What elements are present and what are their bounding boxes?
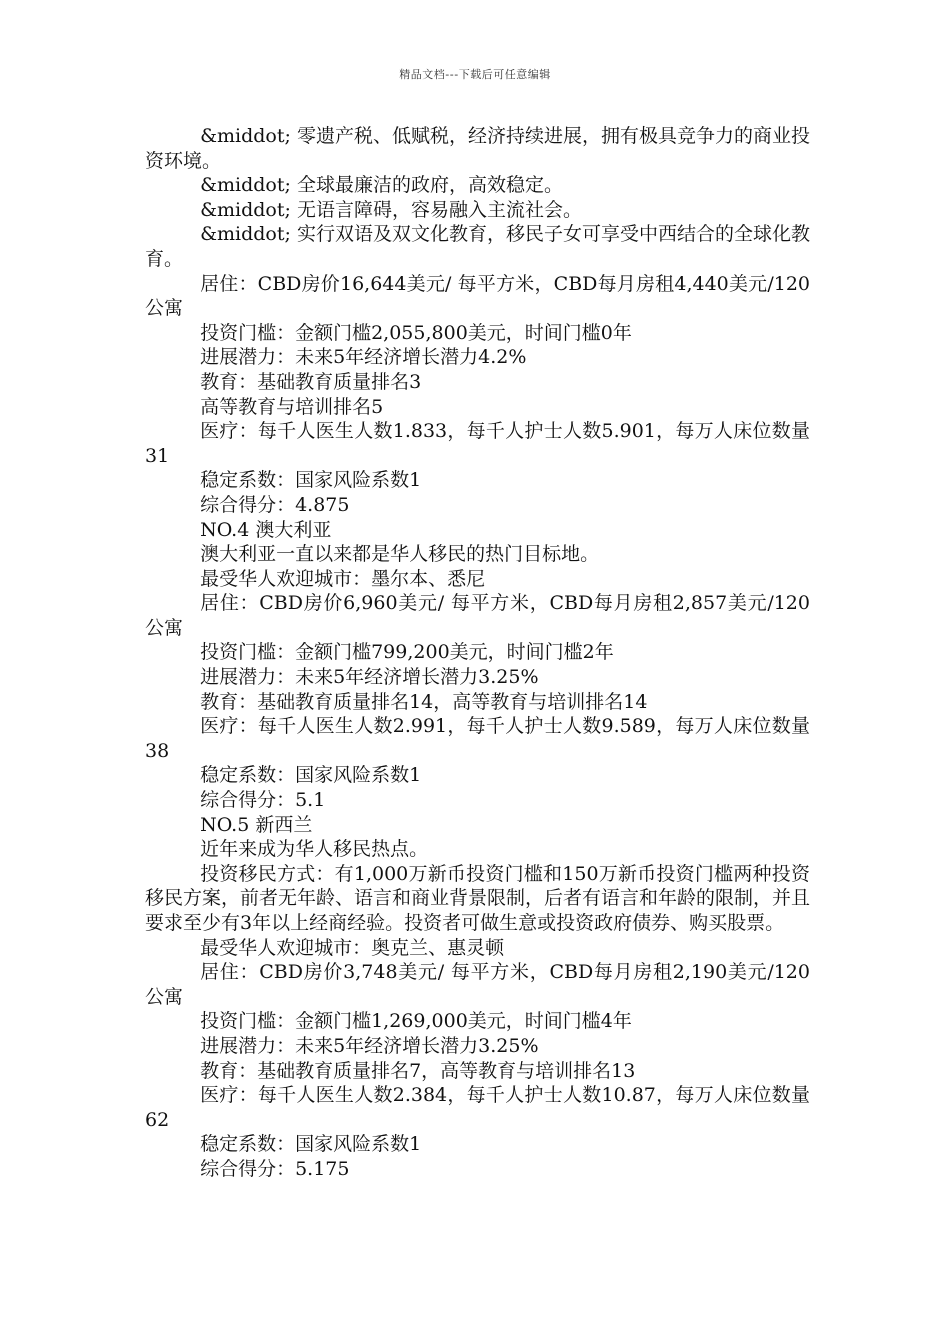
paragraph: 投资门槛：金额门槛2,055,800美元，时间门槛0年 bbox=[200, 321, 632, 344]
paragraph: 居住：CBD房价6,960美元/ 每平方米，CBD每月房租2,857美元/120 公寓 bbox=[145, 592, 810, 639]
paragraph: 医疗：每千人医生人数1.833，每千人护士人数5.901，每万人床位数量31 bbox=[145, 420, 810, 467]
document-body bbox=[145, 124, 810, 1182]
paragraph: 居住：CBD房价16,644美元/ 每平方米，CBD每月房租4,440美元/120 公寓 bbox=[145, 272, 810, 320]
paragraph: 进展潜力：未来5年经济增长潜力4.2% bbox=[200, 346, 527, 369]
paragraph: 居住：CBD房价3,748美元/ 每平方米，CBD每月房租2,190美元/120 公寓 bbox=[145, 961, 810, 1008]
paragraph: 进展潜力：未来5年经济增长潜力3.25% bbox=[200, 666, 539, 689]
paragraph: 澳大利亚一直以来都是华人移民的热门目标地。 bbox=[200, 543, 600, 566]
paragraph: 教育：基础教育质量排名7，高等教育与培训排名13 bbox=[200, 1059, 636, 1082]
paragraph: 高等教育与培训排名5 bbox=[200, 395, 384, 418]
page-header: 精品文档---下载后可任意编辑 bbox=[399, 68, 551, 81]
paragraph: &middot; 零遗产税、低赋税，经济持续进展，拥有极具竞争力的商业投资环境。 bbox=[145, 125, 810, 172]
paragraph: 医疗：每千人医生人数2.384，每千人护士人数10.87，每万人床位数量62 bbox=[145, 1084, 810, 1131]
section-heading: NO.4 澳大利亚 bbox=[200, 518, 332, 541]
paragraph: 综合得分：5.175 bbox=[200, 1157, 350, 1180]
paragraph: 教育：基础教育质量排名3 bbox=[200, 370, 422, 393]
paragraph: 投资门槛：金额门槛1,269,000美元，时间门槛4年 bbox=[200, 1010, 632, 1033]
paragraph: 投资移民方式：有1,000万新币投资门槛和150万新币投资门槛两种投资移民方案，前者无年龄、语言和商业背景限制，后者有语言和年龄的限制，并且要求至少有3年以上经商经验。投资者可做生意或投资政府债券、购买股票。 bbox=[145, 862, 811, 934]
paragraph: 稳定系数：国家风险系数1 bbox=[200, 469, 422, 492]
paragraph: 最受华人欢迎城市：奥克兰、惠灵顿 bbox=[200, 936, 505, 959]
paragraph: &middot; 无语言障碍，容易融入主流社会。 bbox=[200, 198, 582, 221]
paragraph: &middot; 全球最廉洁的政府，高效稳定。 bbox=[200, 174, 563, 197]
section-heading: NO.5 新西兰 bbox=[200, 813, 313, 836]
paragraph: 近年来成为华人移民热点。 bbox=[200, 838, 429, 861]
paragraph: 最受华人欢迎城市：墨尔本、悉尼 bbox=[200, 567, 486, 590]
paragraph: 稳定系数：国家风险系数1 bbox=[200, 764, 422, 787]
paragraph: 医疗：每千人医生人数2.991，每千人护士人数9.589，每万人床位数量38 bbox=[145, 715, 810, 762]
paragraph: 进展潜力：未来5年经济增长潜力3.25% bbox=[200, 1034, 539, 1057]
paragraph: 投资门槛：金额门槛799,200美元，时间门槛2年 bbox=[200, 641, 614, 664]
paragraph: 教育：基础教育质量排名14，高等教育与培训排名14 bbox=[200, 690, 648, 713]
paragraph: 稳定系数：国家风险系数1 bbox=[200, 1133, 422, 1156]
paragraph: 综合得分：4.875 bbox=[200, 493, 350, 516]
paragraph: &middot; 实行双语及双文化教育，移民子女可享受中西结合的全球化教育。 bbox=[145, 223, 810, 270]
paragraph: 综合得分：5.1 bbox=[200, 789, 326, 812]
